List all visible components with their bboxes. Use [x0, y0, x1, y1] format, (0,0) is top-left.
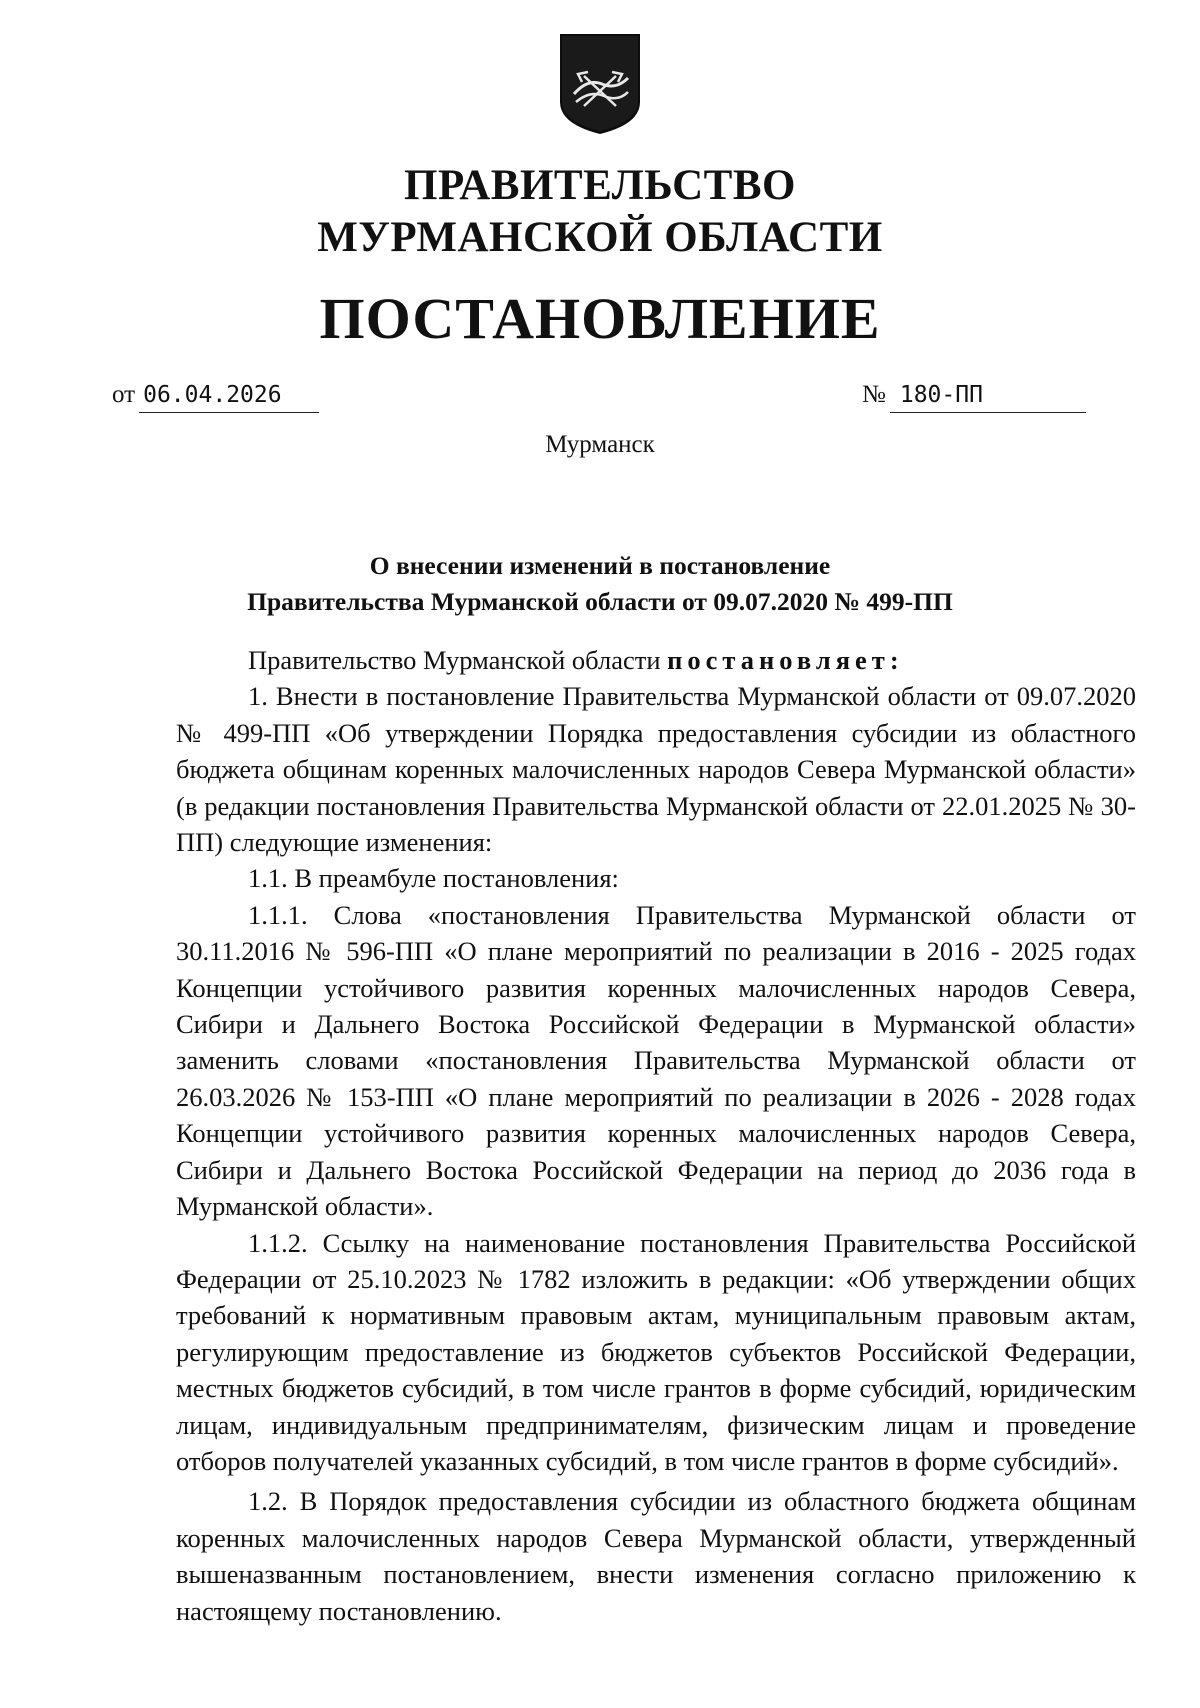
decree-date — [112, 378, 319, 413]
number-prefix: № — [862, 381, 886, 408]
government-title-line2: МУРМАНСКОЙ ОБЛАСТИ — [317, 214, 883, 261]
document-type-title: ПОСТАНОВЛЕНИЕ — [319, 286, 881, 351]
city-name: Мурманск — [545, 431, 655, 458]
intro-paragraph — [176, 642, 1136, 678]
number-value: 180-ПП — [890, 378, 1086, 413]
decree-number — [862, 378, 1086, 413]
decree-body — [176, 642, 1136, 1629]
subject-line2: Правительства Мурманской области от 09.07.2020 № 499-ПП — [247, 587, 953, 616]
paragraph-1-1: 1.1. В преамбуле постановления: — [248, 863, 619, 894]
decree-subject — [0, 548, 1200, 620]
date-prefix: от — [112, 381, 136, 408]
date-value: 06.04.2026 — [139, 378, 319, 413]
paragraph-1-1-2: 1.1.2. Ссылку на наименование постановления Правительства Российской Федерации от 25.10.2023 № 1782 изложить в редакции: «Об утверждении общих требований к нормативным правовым актам, муниципальным правовым актам, регулирующим предоставление из бюджетов субъектов Российской Федерации, местных бюджетов субсидий, в том числе грантов в форме субсидий, юридическим лицам, индивидуальным предпринимателям, физическим лицам и проведение отборов получателей указанных субсидий, в том числе грантов в форме субсидий». — [176, 1227, 1136, 1476]
paragraph-1-1-1: 1.1.1. Слова «постановления Правительства Мурманской области от 30.11.2016 № 596-ПП «О плане мероприятий по реализации в 2016 - 2025 годах Концепции устойчивого развития коренных малочисленных народов Севера, Сибири и Дальнего Востока Российской Федерации в Мурманской области» заменить словами «постановления Правительства Мурманской области от 26.03.2026 № 153-ПП «О плане мероприятий по реализации в 2026 - 2028 годах Концепции устойчивого развития коренных малочисленных народов Севера, Сибири и Дальнего Востока Российской Федерации на период до 2036 года в Мурманской области». — [176, 899, 1136, 1222]
government-title-line1: ПРАВИТЕЛЬСТВО — [404, 162, 796, 209]
intro-verb: постановляет: — [667, 645, 904, 675]
murmansk-coat-of-arms-icon — [558, 32, 642, 136]
subject-line1: О внесении изменений в постановление — [369, 551, 831, 580]
paragraph-1: 1. Внести в постановление Правительства Мурманской области от 09.07.2020 № 499-ПП «Об утверждении Порядка предоставления субсидии из областного бюджета общинам коренных малочисленных народов Севера Мурманской области» (в редакции постановления Правительства Мурманской области от 22.01.2025 № 30-ПП) следующие изменения: — [176, 681, 1136, 858]
government-title — [0, 160, 1200, 264]
intro-prefix: Правительство Мурманской области — [248, 645, 668, 675]
paragraph-1-2: 1.2. В Порядок предоставления субсидии из областного бюджета общинам коренных малочисленных народов Севера Мурманской области, утвержденный вышеназванным постановлением, внести изменения согласно приложению к настоящему постановлению. — [176, 1486, 1136, 1626]
